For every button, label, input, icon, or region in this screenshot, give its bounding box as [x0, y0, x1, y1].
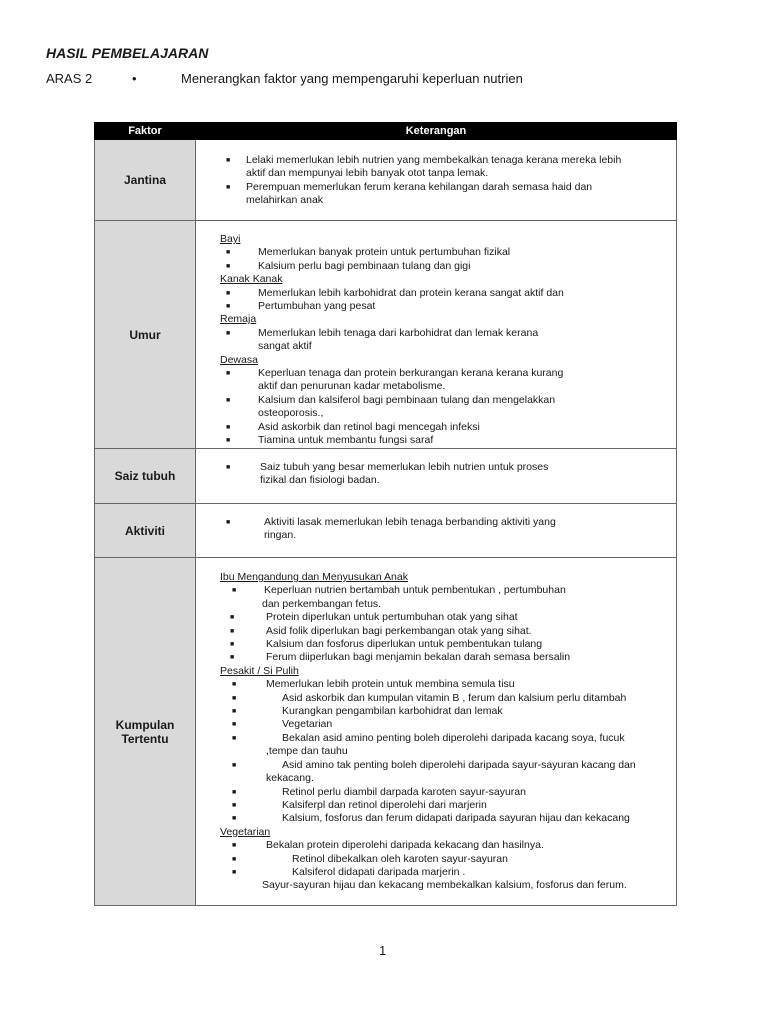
list-item: ■ Retinol perlu diambil darpada karoten sayur-sayuran — [232, 785, 526, 798]
list-item: ■ Kurangkan pengambilan karbohidrat dan lemak — [232, 705, 503, 718]
list-item: ■ Memerlukan banyak protein untuk pertumbuhan fizikal — [226, 246, 511, 259]
list-item: ■ Saiz tubuh yang besar memerlukan lebih nutrien untuk proses fizikal dan fisiologi badan. — [226, 461, 549, 487]
table-row — [95, 504, 677, 558]
list-item: ■ Asid folik diperlukan bagi perkembangan otak yang sihat. — [230, 624, 532, 637]
table-row — [95, 449, 677, 504]
table-row — [95, 221, 677, 449]
factor-kumpulan-tertentu: Kumpulan Tertentu — [95, 558, 196, 906]
list-item: ■ Kalsium, fosforus dan ferum didapati daripada sayuran hijau dan kekacang — [232, 812, 630, 825]
list-item: ■ Aktiviti lasak memerlukan lebih tenaga berbanding aktiviti yang ringan. — [226, 516, 556, 542]
list-item: ■ Memerlukan lebih karbohidrat dan protein kerana sangat aktif dan — [226, 286, 564, 299]
list-item: ■ Asid askorbik dan kumpulan vitamin B , ferum dan kalsium perlu ditambah — [232, 691, 627, 704]
list-item: ■ Kalsium perlu bagi pembinaan tulang dan gigi — [226, 259, 471, 272]
list-item: ■ Keperluan tenaga dan protein berkurangan kerana kerana kurang aktif dan penurunan kadar metabolisme. — [226, 367, 564, 393]
list-item: ■ Bekalan asid amino penting boleh diperolehi daripada kacang soya, fucuk ,tempe dan tauhu — [232, 731, 625, 758]
list-item: ■ Asid askorbik dan retinol bagi mencegah infeksi — [226, 420, 480, 433]
table-row — [95, 558, 677, 906]
table-header-row — [95, 123, 677, 140]
list-item: ■ Asid amino tak penting boleh diperolehi daripada sayur-sayuran kacang dan kekacang. — [232, 758, 636, 785]
page-number: 1 — [379, 943, 387, 958]
section-heading-remaja: Remaja — [220, 313, 257, 326]
factor-jantina: Jantina — [95, 140, 196, 221]
section-heading-dewasa: Dewasa — [220, 353, 258, 366]
list-item: ■ Tiamina untuk membantu fungsi saraf — [226, 434, 434, 447]
header-description: Keterangan — [196, 123, 677, 140]
closing-note: Sayur-sayuran hijau dan kekacang membekalkan kalsium, fosforus dan ferum. — [262, 879, 627, 892]
desc-kumpulan-tertentu — [196, 558, 677, 906]
desc-saiz-tubuh — [196, 449, 677, 504]
objective-level: ARAS 2 — [46, 71, 93, 86]
list-item: ■ Memerlukan lebih tenaga dari karbohidrat dan lemak kerana sangat aktif — [226, 326, 539, 353]
section-heading-bayi: Bayi — [220, 233, 241, 245]
list-item: ■ Keperluan nutrien bertambah untuk pembentukan , pertumbuhan dan perkembangan fetus. — [232, 584, 566, 610]
desc-umur — [196, 221, 677, 449]
list-item: ■ Memerlukan lebih protein untuk membina semula tisu — [232, 678, 515, 691]
list-item: ■ Protein diperlukan untuk pertumbuhan otak yang sihat — [230, 611, 518, 624]
list-item: ■ Kalsiferpl dan retinol diperolehi dari marjerin — [232, 798, 487, 811]
list-item: ■ Perempuan memerlukan ferum kerana kehilangan darah semasa haid dan melahirkan anak — [226, 180, 593, 207]
factor-aktiviti: Aktiviti — [95, 504, 196, 558]
factor-saiz-tubuh: Saiz tubuh — [95, 449, 196, 504]
table-row — [95, 140, 677, 221]
desc-jantina — [196, 140, 677, 221]
list-item: ■ Lelaki memerlukan lebih nutrien yang membekalkan tenaga kerana mereka lebih aktif dan mempunyai lebih banyak otot tanpa lemak. — [226, 154, 622, 180]
list-item: ■ Bekalan protein diperolehi daripada kekacang dan hasilnya. — [232, 839, 544, 852]
list-item: ■ Vegetarian — [232, 718, 333, 731]
factor-umur: Umur — [95, 221, 196, 449]
learning-objective — [46, 71, 686, 89]
objective-bullet: • — [132, 71, 137, 86]
section-heading-kanak: Kanak Kanak — [220, 273, 283, 286]
list-item: ■ Ferum diiperlukan bagi menjamin bekalan darah semasa bersalin — [230, 651, 571, 664]
section-heading-ibu: Ibu Mengandung dan Menyusukan Anak — [220, 571, 408, 583]
section-heading-vegetarian: Vegetarian — [220, 825, 271, 838]
header-factor: Faktor — [95, 123, 196, 140]
list-item: ■ Kalsiferol didapati daripada marjerin . — [232, 865, 466, 878]
list-item: ■ Pertumbuhan yang pesat — [226, 300, 376, 313]
section-heading-pesakit: Pesakit / Si Pulih — [220, 664, 299, 677]
objective-text: Menerangkan faktor yang mempengaruhi keperluan nutrien — [181, 71, 523, 86]
list-item: ■ Kalsium dan fosforus diperlukan untuk pembentukan tulang — [230, 638, 543, 651]
desc-aktiviti — [196, 504, 677, 558]
nutrient-factors-table — [94, 122, 677, 906]
page-title: HASIL PEMBELAJARAN — [46, 45, 209, 61]
list-item: ■ Retinol dibekalkan oleh karoten sayur-sayuran — [232, 852, 508, 865]
list-item: ■ Kalsium dan kalsiferol bagi pembinaan tulang dan mengelakkan osteoporosis., — [226, 393, 556, 420]
